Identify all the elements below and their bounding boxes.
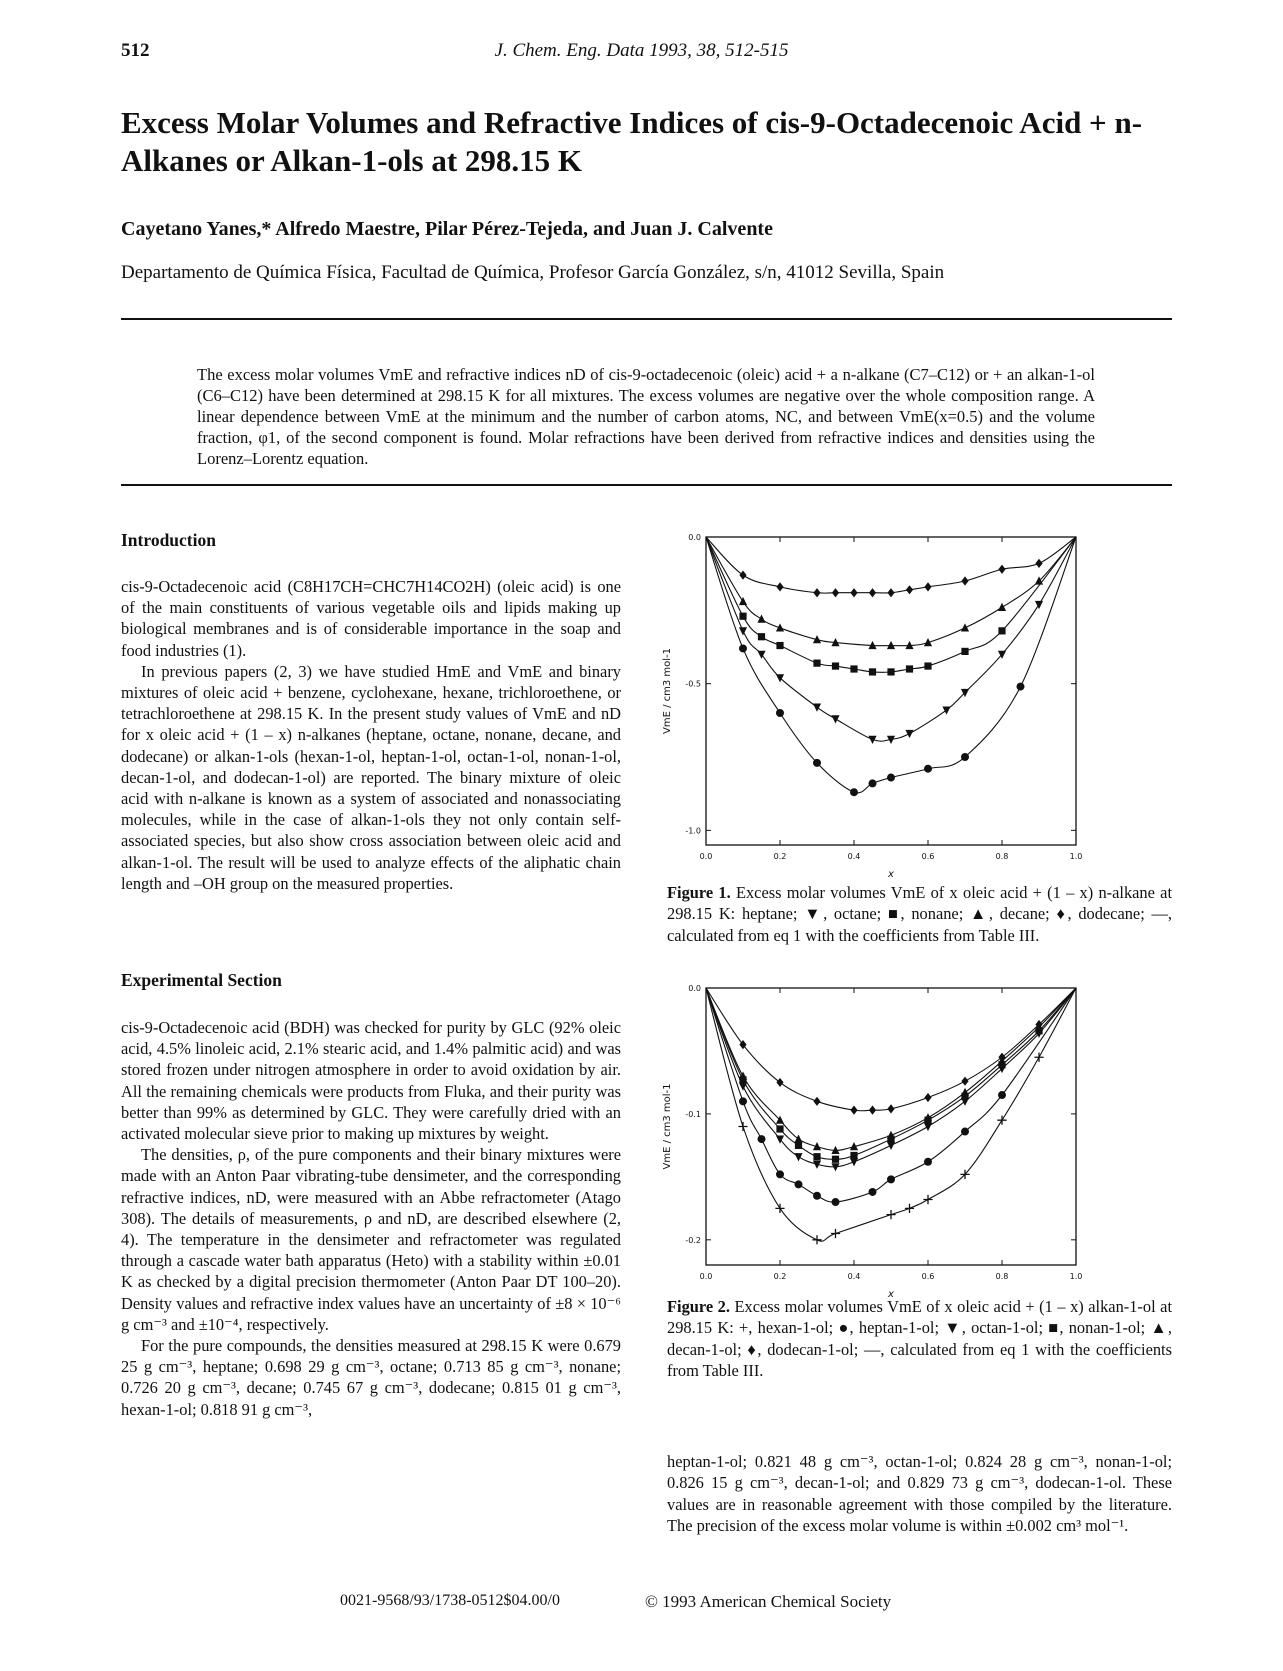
data-point-square: [850, 1152, 857, 1159]
data-point-square: [924, 1117, 931, 1124]
x-tick-label: 0.0: [699, 1272, 713, 1281]
data-point-square: [887, 668, 894, 675]
x-tick-label: 0.6: [921, 852, 935, 861]
data-point-circle: [776, 1170, 784, 1178]
affiliation: Departamento de Química Física, Facultad de Química, Profesor García González, s/n, 41012 Sevilla, Spain: [121, 262, 945, 283]
data-point-circle: [869, 779, 877, 787]
data-point-triangle-down: [739, 627, 747, 635]
data-point-triangle: [961, 623, 969, 631]
x-tick-label: 0.0: [699, 852, 713, 861]
figure-1-caption: [667, 882, 1172, 946]
x-tick-label: 1.0: [1069, 1272, 1083, 1281]
figure-1-label: Figure 1.: [667, 883, 731, 902]
experimental-heading: Experimental Section: [121, 970, 282, 990]
series-curve: [706, 988, 1076, 1111]
data-point-diamond: [776, 582, 783, 591]
data-point-circle: [758, 1135, 766, 1143]
data-point-circle: [850, 788, 858, 796]
journal-reference: J. Chem. Eng. Data 1993, 38, 512-515: [494, 40, 789, 61]
introduction-heading: Introduction: [121, 530, 216, 550]
series-curve: [706, 537, 1076, 793]
page-number: 512: [121, 40, 150, 61]
data-point-diamond: [776, 1078, 783, 1087]
data-point-plus: [831, 1229, 840, 1238]
y-tick-label: -0.1: [685, 1109, 701, 1119]
x-tick-label: 0.4: [847, 1272, 861, 1281]
data-point-triangle-down: [905, 730, 913, 738]
footer-code: 0021-9568/93/1738-0512$04.00/0: [340, 1592, 560, 1609]
x-tick-label: 0.8: [995, 1272, 1009, 1281]
experimental-body: [121, 1017, 621, 1420]
figure-1-chart: [620, 525, 1090, 880]
x-tick-label: 1.0: [1069, 852, 1083, 861]
data-point-diamond: [869, 1106, 876, 1115]
data-point-plus: [997, 1116, 1006, 1125]
series-curve: [706, 988, 1076, 1241]
data-point-square: [832, 1156, 839, 1163]
data-point-circle: [795, 1180, 803, 1188]
data-point-triangle-down: [942, 706, 950, 714]
data-point-diamond: [924, 1093, 931, 1102]
data-point-triangle: [757, 615, 765, 623]
data-point-diamond: [887, 1104, 894, 1113]
experimental-paragraph-3: For the pure compounds, the densities measured at 298.15 K were 0.679 25 g cm⁻³, heptane; 0.698 29 g cm⁻³, octane; 0.713 85 g cm⁻³, nonane; 0.726 20 g cm⁻³, decane; 0.745 67 g cm⁻³, dodecane; 0.815 01 g cm⁻³, hexan-1-ol; 0.818 91 g cm⁻³,: [121, 1336, 621, 1419]
data-point-circle: [813, 1192, 821, 1200]
y-tick-label: 0.0: [688, 533, 701, 542]
data-point-plus: [1034, 1053, 1043, 1062]
introduction-paragraph-2: In previous papers (2, 3) we have studied HmE and VmE and binary mixtures of oleic acid + benzene, cyclohexane, hexane, trichloroethene, or tetrachloroethene at 298.15 K. In the present study values of VmE and nD for x oleic acid + (1 – x) n-alkanes (heptane, octane, nonane, decane, and dodecane) or alkan-1-ols (hexan-1-ol, heptan-1-ol, octan-1-ol, nonan-1-ol, decan-1-ol, and dodecan-1-ol) are reported. The binary mixture of oleic acid with n-alkane is known as a system of associated and nonassociating molecules, while in the case of alkan-1-ols they not only contain self-associated species, but also show cross association between oleic acid and alkan-1-ol. The result will be used to analyze effects of the aliphatic chain length and –OH group on the measured properties.: [121, 661, 621, 893]
data-point-plus: [905, 1204, 914, 1213]
data-point-square: [924, 662, 931, 669]
data-point-diamond: [813, 588, 820, 597]
data-point-circle: [813, 759, 821, 767]
introduction-body: [121, 576, 621, 894]
x-tick-label: 0.8: [995, 852, 1009, 861]
figure-2-label: Figure 2.: [667, 1297, 730, 1316]
right-column-paragraph: heptan-1-ol; 0.821 48 g cm⁻³, octan-1-ol; 0.824 28 g cm⁻³, nonan-1-ol; 0.826 15 g cm⁻³, decan-1-ol; and 0.829 73 g cm⁻³, dodecan-1-ol. These values are in reasonable agreement with those compiled by the literature. The precision of the excess molar volume is within ±0.002 cm³ mol⁻¹.: [667, 1452, 1172, 1536]
data-point-square: [906, 665, 913, 672]
data-point-diamond: [961, 1077, 968, 1086]
data-point-square: [758, 633, 765, 640]
data-point-diamond: [998, 565, 1005, 574]
data-point-circle: [739, 644, 747, 652]
data-point-triangle-down: [924, 1123, 932, 1131]
data-point-square: [961, 648, 968, 655]
experimental-paragraph-2: The densities, ρ, of the pure components and their binary mixtures were made with an Anton Paar vibrating-tube densimeter, and the corresponding refractive indices, nD, were measured with an Abbe refractometer (Atago 308). The details of measurements, ρ and nD, are described elsewhere (2, 4). The temperature in the densimeter and refractometer was regulated through a cascade water bath apparatus (Heto) with a stability within ±0.01 K as checked by a digital precision thermometer (Anton Paar DT 100–20). Density values and refractive index values have an uncertainty of ±8 × 10⁻⁶ g cm⁻³ and ±10⁻⁴, respectively.: [121, 1145, 621, 1334]
y-tick-label: -0.5: [685, 679, 701, 689]
data-point-circle: [776, 709, 784, 717]
data-point-plus: [738, 1122, 747, 1131]
data-point-diamond: [850, 588, 857, 597]
abstract-top-rule: [121, 318, 1172, 320]
data-point-square: [795, 1142, 802, 1149]
x-axis-label: x: [888, 869, 894, 880]
y-tick-label: 0.0: [688, 984, 701, 993]
data-point-diamond: [869, 588, 876, 597]
data-point-triangle-down: [739, 1083, 747, 1091]
data-point-plus: [812, 1235, 821, 1244]
plot-frame: [706, 988, 1076, 1265]
data-point-circle: [924, 765, 932, 773]
y-axis-label: VmE / cm3 mol-1: [662, 1083, 673, 1170]
series-curve: [706, 537, 1076, 593]
data-point-triangle: [794, 1134, 802, 1142]
x-tick-label: 0.2: [773, 1272, 787, 1281]
y-tick-label: -0.2: [685, 1235, 701, 1245]
data-point-plus: [923, 1195, 932, 1204]
data-point-diamond: [924, 582, 931, 591]
data-point-diamond: [887, 588, 894, 597]
abstract-bottom-rule: [121, 484, 1172, 486]
data-point-diamond: [813, 1097, 820, 1106]
data-point-square: [998, 627, 1005, 634]
data-point-triangle-down: [813, 704, 821, 712]
data-point-square: [739, 613, 746, 620]
figure-2-caption: [667, 1296, 1172, 1382]
data-point-triangle-down: [887, 1142, 895, 1150]
data-point-square: [832, 662, 839, 669]
x-axis-label: x: [888, 1289, 894, 1300]
data-point-circle: [998, 1091, 1006, 1099]
data-point-diamond: [832, 588, 839, 597]
figure-2-caption-text: Excess molar volumes VmE of x oleic acid + (1 – x) alkan-1-ol at 298.15 K: +, hexan-1-ol; ●, heptan-1-ol; ▼, octan-1-ol; ■, nonan-1-ol; ▲, decan-1-ol; ♦, dodecan-1-ol; —, calculated from eq 1 with the coefficients from Table III.: [667, 1297, 1172, 1381]
data-point-circle: [887, 774, 895, 782]
series-curve: [706, 988, 1076, 1202]
data-point-circle: [887, 1175, 895, 1183]
data-point-square: [887, 1135, 894, 1142]
footer-copyright: © 1993 American Chemical Society: [645, 1592, 892, 1611]
data-point-square: [850, 665, 857, 672]
data-point-square: [776, 1125, 783, 1132]
data-point-diamond: [961, 576, 968, 585]
data-point-triangle-down: [831, 715, 839, 723]
data-point-diamond: [739, 571, 746, 580]
data-point-plus: [886, 1210, 895, 1219]
data-point-circle: [961, 753, 969, 761]
data-point-triangle-down: [1035, 601, 1043, 609]
data-point-triangle-down: [794, 1153, 802, 1161]
data-point-circle: [1017, 683, 1025, 691]
x-tick-label: 0.4: [847, 852, 861, 861]
y-tick-label: -1.0: [685, 826, 701, 836]
x-tick-label: 0.2: [773, 852, 787, 861]
paper-title: Excess Molar Volumes and Refractive Indices of cis-9-Octadecenoic Acid + n-Alkanes or Alkan-1-ols at 298.15 K: [121, 105, 1143, 178]
figure-1-caption-text: Excess molar volumes VmE of x oleic acid + (1 – x) n-alkane at 298.15 K: heptane; ▼, octane; ■, nonane; ▲, decane; ♦, dodecane; —, calculated from eq 1 with the coefficients from Table III.: [667, 883, 1172, 945]
data-point-circle: [832, 1198, 840, 1206]
data-point-square: [869, 668, 876, 675]
data-point-triangle: [739, 597, 747, 605]
data-point-circle: [961, 1128, 969, 1136]
data-point-plus: [775, 1204, 784, 1213]
abstract: The excess molar volumes VmE and refractive indices nD of cis-9-octadecenoic (oleic) acid + a n-alkane (C7–C12) or + an alkan-1-ol (C6–C12) have been determined at 298.15 K for all mixtures. The excess volumes are negative over the whole composition range. A linear dependence between VmE at the minimum and the number of carbon atoms, NC, and between VmE(x=0.5) and the volume fraction, φ1, of the second component is found. Molar refractions have been derived from refractive indices and densities using the Lorenz–Lorentz equation.: [197, 365, 1095, 468]
data-point-triangle-down: [776, 674, 784, 682]
data-point-square: [813, 1153, 820, 1160]
data-point-triangle: [998, 603, 1006, 611]
data-point-diamond: [850, 1106, 857, 1115]
data-point-circle: [924, 1158, 932, 1166]
data-point-circle: [739, 1097, 747, 1105]
introduction-paragraph-1: cis-9-Octadecenoic acid (C8H17CH=CHC7H14CO2H) (oleic acid) is one of the main constituents of various vegetable oils and lipids making up biological membranes and is of considerable importance in the soap and food industries (1).: [121, 577, 621, 660]
data-point-circle: [869, 1188, 877, 1196]
x-tick-label: 0.6: [921, 1272, 935, 1281]
data-point-square: [776, 642, 783, 649]
data-point-diamond: [1035, 559, 1042, 568]
figure-2-chart: [620, 978, 1090, 1300]
author-list: Cayetano Yanes,* Alfredo Maestre, Pilar Pérez-Tejeda, and Juan J. Calvente: [121, 218, 773, 240]
experimental-paragraph-1: cis-9-Octadecenoic acid (BDH) was checked for purity by GLC (92% oleic acid, 4.5% linoleic acid, 2.1% stearic acid, and 1.4% palmitic acid) and was stored frozen under nitrogen atmosphere in order to avoid oxidation by air. All the remaining chemicals were products from Fluka, and their purity was better than 99% as determined by GLC. They were carefully dried with an activated molecular sieve prior to making up mixtures by weight.: [121, 1018, 621, 1144]
y-axis-label: VmE / cm3 mol-1: [662, 647, 673, 735]
data-point-diamond: [906, 585, 913, 594]
data-point-triangle-down: [961, 1098, 969, 1106]
data-point-square: [813, 660, 820, 667]
